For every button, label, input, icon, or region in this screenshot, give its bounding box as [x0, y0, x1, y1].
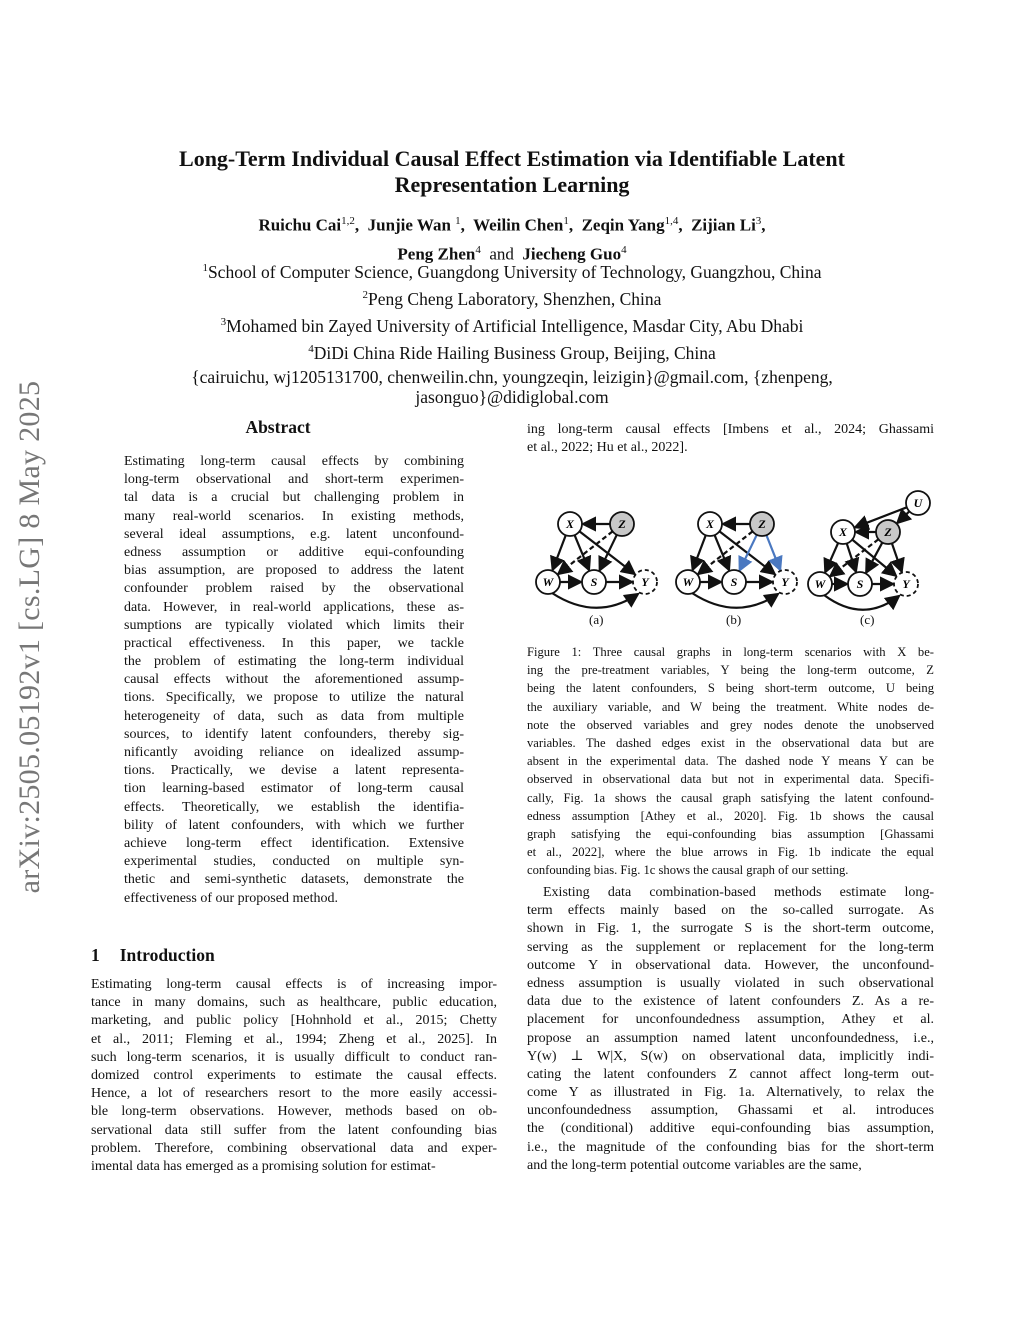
text-line: the (conditional) additive equi-confounding bias assumption,: [527, 1121, 934, 1137]
text-line: et al., 2011; Fleming et al., 1994; Zheng et al., 2025]. In: [91, 1031, 497, 1047]
text-line: domized control experiments to estimate the causal effects.: [91, 1067, 497, 1083]
text-line: ble long-term observations. However, methods based on ob-: [91, 1104, 497, 1120]
arxiv-identifier: arXiv:2505.05192v1 [cs.LG] 8 May 2025: [13, 380, 46, 894]
text-line: the problem of estimating the long-term individual: [124, 654, 464, 670]
graph-edge: [698, 531, 752, 574]
text-line: experimental studies, conducted on multiple syn-: [124, 854, 464, 870]
text-line: tions. Practically, we devise a latent representa-: [124, 763, 464, 779]
text-line: Figure 1: Three causal graphs in long-term scenarios with X be-: [527, 645, 934, 659]
graph-edge: [740, 535, 757, 570]
graph-edge-curved: [552, 593, 638, 608]
graph-node-label: W: [814, 577, 826, 591]
graph-node-label: X: [565, 517, 575, 531]
abstract-heading: Abstract: [245, 417, 311, 437]
email-line: jasonguo}@didiglobal.com: [415, 386, 609, 407]
subfigure-label-b: (b): [726, 612, 742, 627]
figure-1-causal-graphs: [0, 0, 1024, 640]
subfigure-label-c: (c): [860, 612, 875, 627]
graph-edge-curved: [692, 593, 778, 608]
text-line: the auxiliary variable, and W being the treatment. White nodes de-: [527, 699, 934, 714]
graph-edge: [553, 535, 566, 570]
graph-node-label: X: [705, 517, 715, 531]
text-line: outcome Y in observational data. However, the unconfound-: [527, 957, 934, 973]
graph-node-label: Z: [884, 525, 892, 539]
text-line: come Y as illustrated in Fig. 1a. Alternatively, to relax the: [527, 1085, 934, 1101]
introduction-paragraph: [91, 976, 497, 1176]
and-text: and: [489, 244, 514, 264]
text-line: being the latent confounders, S being short-term outcome, U being: [527, 681, 934, 696]
text-line: causal effects without the aforementioned assump-: [124, 672, 464, 688]
text-line: such long-term scenarios, it is usually difficult to conduct ran-: [91, 1049, 497, 1065]
text-line: Hence, a lot of researchers resort to the more easily accessi-: [91, 1086, 497, 1102]
section-heading-introduction: 1 Introduction: [91, 945, 215, 965]
affiliation: $^1$School of Computer Science, Guangdong University of Technology, Guangzhou, China: [202, 261, 822, 282]
text-line: servational data still suffer from the latent confounding bias: [91, 1122, 497, 1138]
text-line: note the observed variables and grey nodes denote the unobserved: [527, 717, 934, 732]
graph-node-label: U: [913, 496, 923, 510]
text-line: confounding bias. Fig. 1c shows the causal graph of our setting.: [527, 863, 849, 878]
text-line: heterogeneity of data, such as data from multiple: [124, 708, 464, 724]
text-line: sumptions are typically violated which limits their: [124, 617, 464, 633]
title-line: Long-Term Individual Causal Effect Estimation via Identifiable Latent: [179, 146, 845, 171]
text-line: Existing data combination-based methods estimate long-: [543, 885, 934, 900]
text-line: Y(w) ⊥ W|X, S(w) on observational data, implicitly indi-: [527, 1048, 934, 1064]
text-line: cally, Fig. 1a shows the causal graph satisfying the latent confound-: [527, 790, 934, 805]
author: Zijian Li: [691, 215, 756, 235]
graph-node-label: S: [856, 577, 864, 591]
graph-node-label: X: [838, 525, 848, 539]
text-line: propose an assumption named latent unconfoundedness, i.e.,: [527, 1030, 934, 1046]
figure-1-caption: [527, 643, 934, 879]
graph-edge: [558, 531, 612, 574]
graph-node-label: W: [682, 575, 694, 589]
text-line: cating the latent confounders Z cannot affect long-term out-: [527, 1066, 934, 1082]
text-line: edness assumption [Athey et al., 2020]. Fig. 1b shows the causal: [527, 808, 934, 823]
graph-edge: [693, 535, 706, 570]
affiliation: $^2$Peng Cheng Laboratory, Shenzhen, China: [362, 288, 662, 309]
affiliation: $^3$Mohamed bin Zayed University of Artificial Intelligence, Masdar City, Abu Dhabi: [220, 316, 804, 337]
text-line: tions. Specifically, we propose to utilize the natural: [124, 690, 464, 706]
text-line: shown in Fig. 1, the surrogate S is the short-term outcome,: [527, 921, 934, 937]
graph-edge: [892, 543, 902, 571]
author: Ruichu Cai: [258, 215, 342, 235]
text-line: nificantly avoiding reliance on idealized assump-: [124, 745, 464, 760]
affiliation: $^4$DiDi China Ride Hailing Business Group, Beijing, China: [308, 343, 716, 364]
graph-edge: [897, 511, 909, 523]
text-line: placement for unconfoundedness assumption, Athey et al.: [527, 1012, 934, 1028]
graph-edge: [825, 543, 838, 572]
text-line: et al., 2022; Hu et al., 2022].: [527, 440, 688, 456]
text-line: i.e., the magnitude of the confounding bias for the short-term: [527, 1139, 934, 1155]
graph-edge: [600, 535, 617, 570]
text-line: achieve long-term effect identification. Extensive: [124, 835, 464, 851]
graph-node-label: Z: [618, 517, 626, 531]
author: Junjie Wan: [367, 215, 451, 235]
text-line: edness assumption or additive equi-confounding: [124, 544, 464, 560]
text-line: Estimating long-term causal effects is of increasing impor-: [91, 977, 497, 992]
title-line: Representation Learning: [394, 172, 630, 197]
author: Zeqin Yang: [581, 215, 665, 235]
text-line: term effects mainly based on the so-called surrogate. As: [527, 903, 934, 919]
text-line: practical effectiveness. In this paper, we tackle: [124, 635, 464, 651]
text-line: unconfoundedness assumption, Ghassami et al. introduces: [527, 1103, 934, 1119]
text-line: ing the pre-treatment variables, Y being the long-term outcome, Z: [527, 663, 934, 678]
text-line: thetic and semi-synthetic datasets, demonstrate the: [124, 872, 464, 888]
author: Weilin Chen: [473, 215, 564, 235]
graph-node-label: Y: [902, 577, 910, 591]
text-line: long-term observational and short-term experimen-: [124, 472, 464, 488]
text-line: effects. Theoretically, we establish the identifia-: [124, 799, 464, 815]
graph-node-label: Y: [781, 575, 789, 589]
graph-edge: [766, 535, 780, 570]
text-line: observed in observational data but not in experimental data. Specifi-: [527, 772, 934, 787]
text-line: several ideal assumptions, e.g. latent unconfound-: [124, 526, 464, 542]
graph-node-label: W: [542, 575, 554, 589]
text-line: tance in many domains, such as healthcare, public education,: [91, 995, 497, 1011]
text-line: bility of latent confounders, with which we further: [124, 817, 464, 833]
text-line: many real-world scenarios. In existing methods,: [124, 508, 464, 524]
graph-node-label: S: [590, 575, 598, 589]
text-line: serving as the supplement or replacement for the long-term: [527, 939, 934, 955]
graph-node-label: Z: [758, 517, 766, 531]
text-line: variables. The dashed edges exist in the observational data but are: [527, 735, 934, 750]
text-line: edness assumption is usually violated in such observational: [527, 975, 934, 991]
text-line: et al., 2022], where the blue arrows in Fig. 1b indicate the equal: [527, 845, 934, 860]
text-line: tal data is a crucial but challenging problem in: [124, 490, 464, 506]
text-line: data. However, in real-world applications, these as-: [124, 599, 464, 615]
subfigure-label-a: (a): [589, 612, 604, 627]
text-line: problem. Therefore, combining observational data and exper-: [91, 1140, 497, 1156]
text-line: sources, to identify latent confounders, thereby sig-: [124, 726, 464, 742]
author: Peng Zhen: [397, 244, 476, 264]
graph-edge: [847, 543, 856, 571]
text-line: graph satisfying the equi-confounding bias assumption [Ghassami: [527, 826, 934, 841]
text-line: confounder problem raised by the observational: [124, 581, 464, 597]
text-line: bias assumption, are proposed to address the latent: [124, 563, 464, 579]
author-list: Ruichu Cai$^{1,2}$, Junjie Wan $^1$, Weilin Chen$^1$, Zeqin Yang$^{1,4}$, Zijian Li$^3$, Peng Zhen$^4$ and Jiecheng Guo$^4$: [258, 215, 766, 264]
graph-edge-curved: [824, 595, 899, 610]
graph-node-label: Y: [641, 575, 649, 589]
graph-node-label: S: [730, 575, 738, 589]
email-line: {cairuichu, wj1205131700, chenweilin.chn, youngzeqin, leizigin}@gmail.com, {zhenpeng,: [191, 366, 833, 387]
text-line: absent in the experimental data. The dashed node Y means Y can be: [527, 754, 934, 769]
text-line: imental data has emerged as a promising solution for estimat-: [91, 1158, 436, 1174]
text-line: marketing, and public policy [Hohnhold et al., 2015; Chetty: [91, 1013, 497, 1029]
text-line: data due to the existence of latent confounders Z. As a re-: [527, 994, 934, 1010]
right-column-paragraph: [527, 884, 934, 1175]
author: Jiecheng Guo: [522, 244, 622, 264]
text-line: tion learning-based estimator of long-term causal: [124, 781, 464, 797]
text-line: effectiveness of our proposed method.: [124, 890, 338, 906]
text-line: ing long-term causal effects [Imbens et al., 2024; Ghassami: [527, 422, 934, 437]
text-line: and the long-term potential outcome variables are the same,: [527, 1157, 862, 1173]
text-line: Estimating long-term causal effects by combining: [124, 454, 464, 469]
